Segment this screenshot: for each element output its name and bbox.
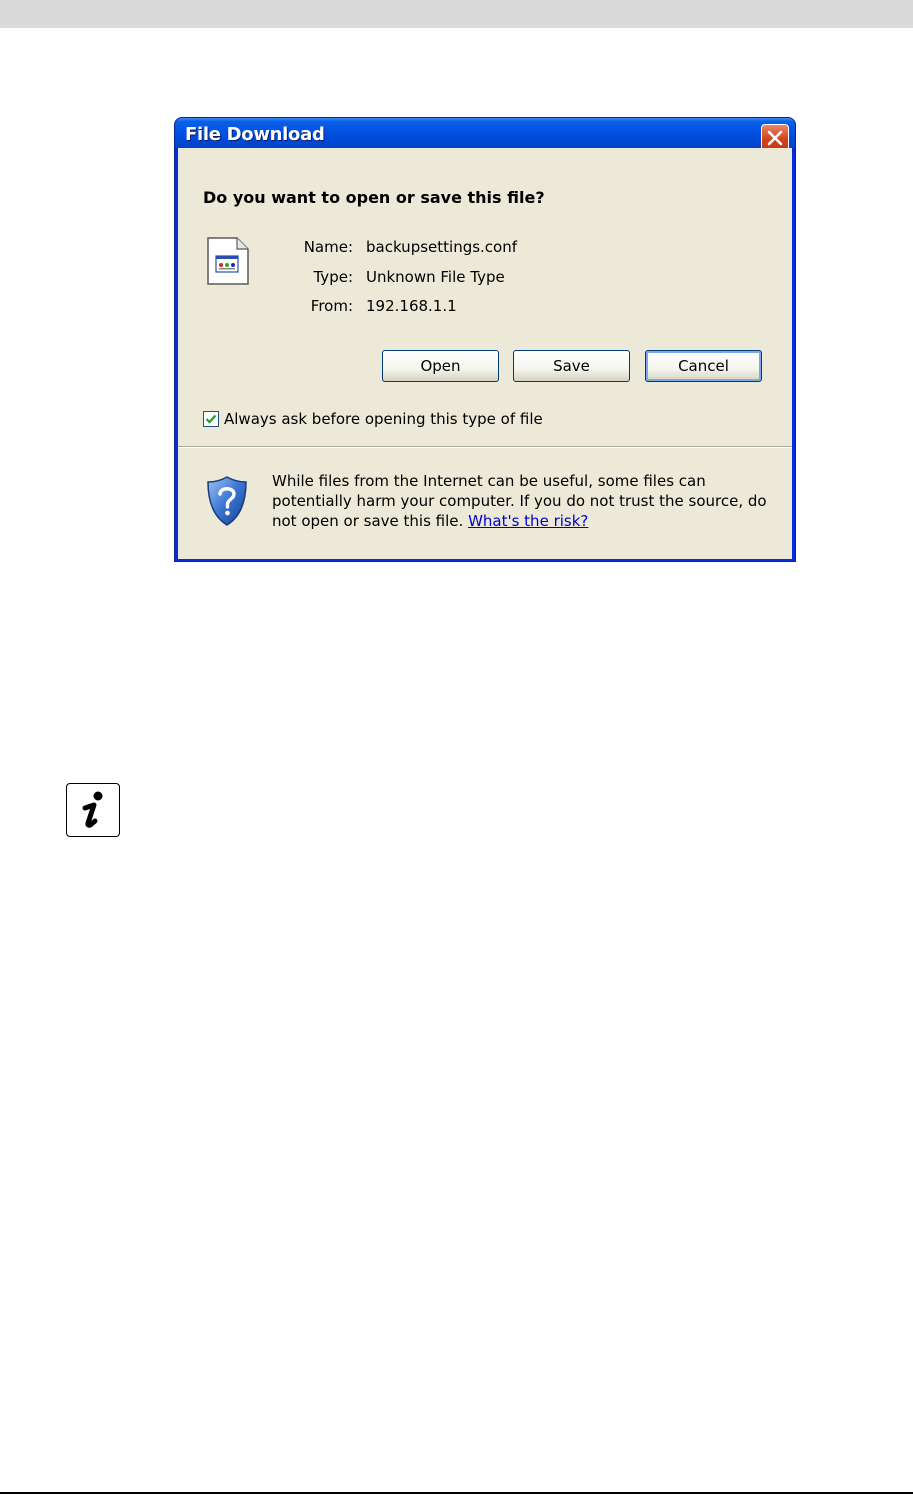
cancel-button[interactable]: Cancel bbox=[645, 350, 762, 382]
file-from-value: 192.168.1.1 bbox=[366, 297, 457, 315]
info-icon bbox=[66, 783, 120, 837]
open-button[interactable]: Open bbox=[382, 350, 499, 382]
warning-text: While files from the Internet can be useful, some files can potentially harm your computer. If you do not trust the source, do not open or save this file. bbox=[272, 472, 767, 530]
file-from-label: From: bbox=[310, 297, 353, 315]
always-ask-checkbox[interactable] bbox=[203, 411, 219, 427]
security-warning bbox=[272, 471, 782, 531]
file-icon bbox=[207, 237, 249, 285]
file-download-dialog bbox=[174, 117, 796, 562]
file-name-value: backupsettings.conf bbox=[366, 238, 518, 256]
dialog-body bbox=[178, 148, 792, 559]
close-icon bbox=[767, 130, 783, 146]
save-button[interactable]: Save bbox=[513, 350, 630, 382]
always-ask-row bbox=[203, 410, 543, 428]
always-ask-label[interactable]: Always ask before opening this type of file bbox=[224, 410, 543, 428]
page-bottom-rule bbox=[0, 1492, 913, 1494]
page-header-band bbox=[0, 0, 913, 28]
file-type-value: Unknown File Type bbox=[366, 268, 505, 286]
whats-the-risk-link[interactable]: What's the risk? bbox=[468, 512, 589, 530]
file-type-label: Type: bbox=[313, 268, 353, 286]
dialog-title: File Download bbox=[185, 124, 325, 145]
divider-highlight bbox=[178, 447, 792, 448]
file-name-label: Name: bbox=[303, 238, 353, 256]
checkmark-icon bbox=[205, 413, 217, 425]
title-bar[interactable] bbox=[175, 118, 795, 148]
shield-question-icon bbox=[206, 475, 248, 527]
dialog-question: Do you want to open or save this file? bbox=[203, 188, 545, 207]
